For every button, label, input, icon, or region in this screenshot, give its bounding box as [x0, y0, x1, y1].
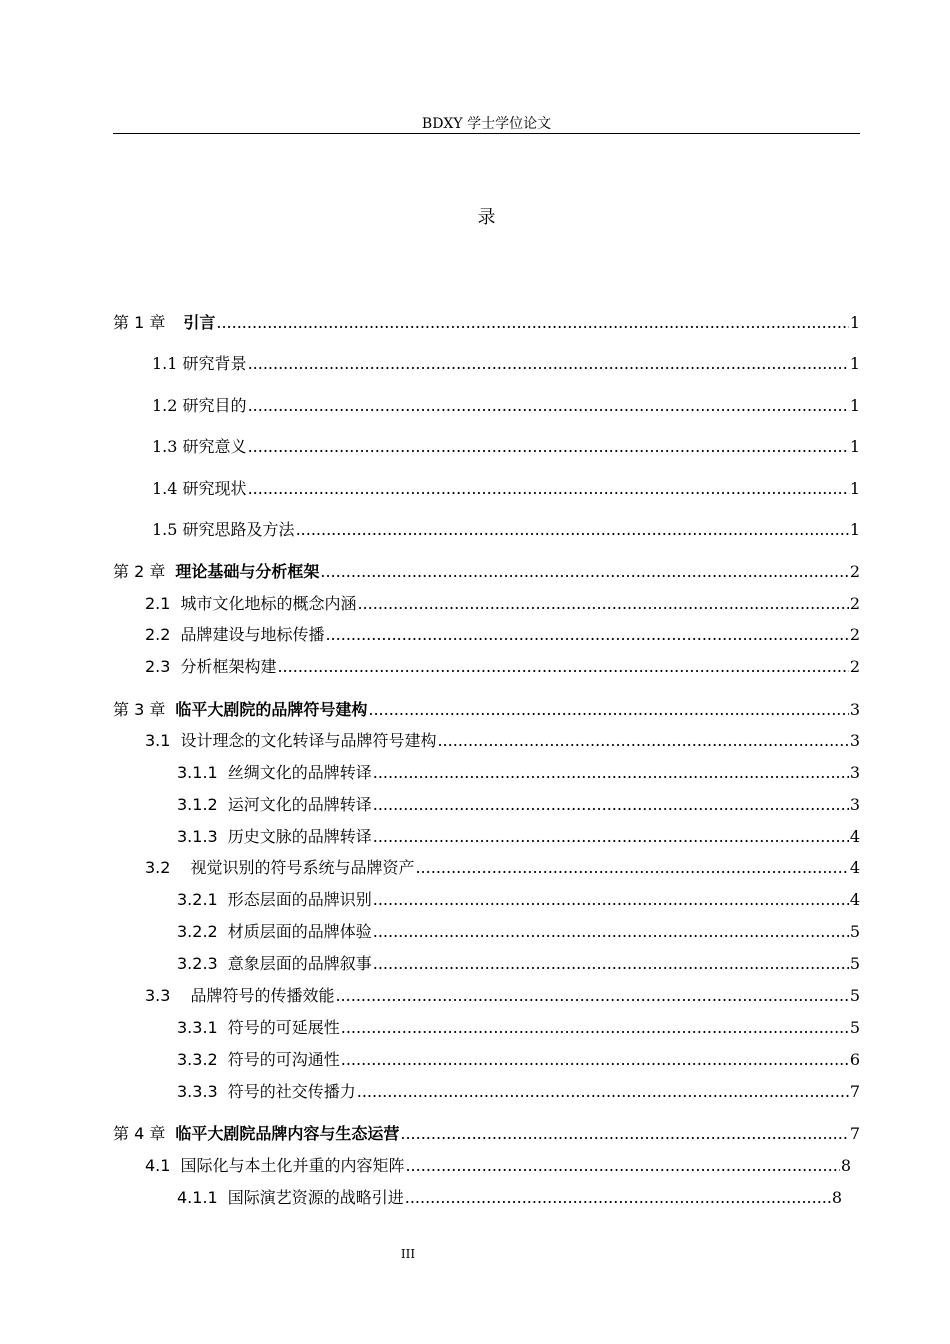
toc-entry-title: 品牌符号的传播效能	[190, 986, 335, 1005]
toc-entry-page: 2	[849, 594, 860, 613]
toc-entry-ch3[interactable]	[113, 699, 860, 721]
toc-entry-1-4[interactable]	[152, 478, 860, 500]
toc-entry-page: 3	[849, 763, 860, 782]
toc-entry-number: 3.3.3	[177, 1082, 218, 1101]
toc-entry-number: 3.3.1	[177, 1018, 218, 1037]
toc-entry-number: 3.1.2	[177, 795, 218, 814]
toc-entry-3-1-3[interactable]	[177, 826, 860, 848]
toc-entry-page: 5	[849, 1018, 860, 1037]
toc-entry-number: 3.2.2	[177, 922, 218, 941]
toc-entry-1-5[interactable]	[152, 519, 860, 541]
toc-entry-page: 3	[849, 731, 860, 750]
toc-entry-number: 1.2	[152, 396, 178, 415]
toc-leader-dots	[373, 889, 849, 911]
toc-entry-1-2[interactable]	[152, 395, 860, 417]
toc-entry-3-3[interactable]	[145, 985, 860, 1007]
running-header: BDXY 学士学位论文	[421, 116, 552, 132]
toc-entry-number: 3.3	[145, 986, 171, 1005]
toc-entry-number: 3.2	[145, 858, 171, 877]
toc-leader-dots	[357, 1081, 849, 1103]
toc-entry-page: 5	[849, 954, 860, 973]
toc-entry-title: 符号的可沟通性	[227, 1050, 340, 1069]
toc-entry-page: 7	[849, 1082, 860, 1101]
toc-leader-dots	[248, 478, 849, 500]
toc-entry-number: 3.2.1	[177, 890, 218, 909]
toc-entry-number: 第 1 章	[113, 313, 166, 332]
toc-entry-3-3-3[interactable]	[177, 1081, 860, 1103]
toc-entry-title: 品牌建设与地标传播	[180, 625, 325, 644]
toc-entry-number: 2.3	[145, 657, 171, 676]
toc-entry-ch2[interactable]	[113, 561, 860, 583]
toc-entry-title: 形态层面的品牌识别	[227, 890, 372, 909]
toc-leader-dots	[373, 953, 849, 975]
toc-entry-number: 1.5	[152, 520, 178, 539]
toc-leader-dots	[248, 353, 849, 375]
toc-leader-dots	[405, 1187, 831, 1209]
toc-entry-title: 运河文化的品牌转译	[227, 795, 372, 814]
toc-entry-title: 材质层面的品牌体验	[227, 922, 372, 941]
toc-leader-dots	[277, 656, 848, 678]
toc-entry-title: 历史文脉的品牌转译	[227, 827, 372, 846]
toc-leader-dots	[405, 1155, 839, 1177]
toc-entry-2-3[interactable]	[145, 656, 860, 678]
toc-entry-2-2[interactable]	[145, 624, 860, 646]
toc-leader-dots	[373, 921, 849, 943]
toc-entry-3-2-3[interactable]	[177, 953, 860, 975]
toc-entry-ch1[interactable]	[113, 312, 860, 334]
toc-entry-3-1-1[interactable]	[177, 762, 860, 784]
toc-entry-number: 1.4	[152, 479, 178, 498]
toc-leader-dots	[373, 762, 849, 784]
toc-entry-title: 引言	[183, 313, 216, 332]
toc-entry-page: 1	[849, 313, 860, 332]
toc-leader-dots	[415, 857, 848, 879]
toc-entry-title: 设计理念的文化转译与品牌符号建构	[180, 731, 437, 750]
toc-entry-number: 第 3 章	[113, 700, 166, 719]
toc-entry-title: 研究目的	[182, 396, 247, 415]
toc-entry-page: 7	[849, 1124, 860, 1143]
toc-entry-number: 3.1.3	[177, 827, 218, 846]
toc-entry-page: 2	[849, 625, 860, 644]
toc-leader-dots	[373, 826, 849, 848]
toc-entry-3-2[interactable]	[145, 857, 860, 879]
toc-leader-dots	[400, 1123, 848, 1145]
toc-entry-title: 视觉识别的符号系统与品牌资产	[190, 858, 415, 877]
page-number: III	[400, 1247, 416, 1261]
toc-entry-title: 符号的可延展性	[227, 1018, 340, 1037]
toc-entry-page: 8	[840, 1156, 851, 1175]
toc-entry-3-2-2[interactable]	[177, 921, 860, 943]
toc-entry-title: 研究思路及方法	[182, 520, 295, 539]
toc-leader-dots	[248, 395, 849, 417]
toc-entry-title: 研究意义	[182, 437, 247, 456]
toc-entry-title: 研究现状	[182, 479, 247, 498]
toc-entry-page: 1	[849, 520, 860, 539]
toc-leader-dots	[296, 519, 849, 541]
toc-entry-page: 1	[849, 437, 860, 456]
toc-entry-3-1-2[interactable]	[177, 794, 860, 816]
toc-entry-3-1[interactable]	[145, 730, 860, 752]
toc-leader-dots	[341, 1017, 849, 1039]
toc-entry-number: 3.1.1	[177, 763, 218, 782]
toc-entry-3-3-2[interactable]	[177, 1049, 860, 1071]
toc-leader-dots	[368, 699, 848, 721]
toc-entry-page: 1	[849, 479, 860, 498]
toc-leader-dots	[437, 730, 848, 752]
toc-leader-dots	[248, 436, 849, 458]
toc-entry-number: 3.2.3	[177, 954, 218, 973]
toc-entry-2-1[interactable]	[145, 593, 860, 615]
toc-entry-page: 3	[849, 700, 860, 719]
toc-leader-dots	[373, 794, 849, 816]
toc-entry-number: 4.1	[145, 1156, 171, 1175]
toc-entry-title: 国际演艺资源的战略引进	[227, 1188, 404, 1207]
toc-entry-number: 3.1	[145, 731, 171, 750]
toc-leader-dots	[341, 1049, 849, 1071]
toc-entry-title: 国际化与本土化并重的内容矩阵	[180, 1156, 405, 1175]
toc-entry-1-3[interactable]	[152, 436, 860, 458]
toc-entry-number: 2.2	[145, 625, 171, 644]
toc-entry-3-2-1[interactable]	[177, 889, 860, 911]
toc-entry-page: 4	[849, 858, 860, 877]
toc-entry-title: 意象层面的品牌叙事	[227, 954, 372, 973]
toc-entry-title: 丝绸文化的品牌转译	[227, 763, 372, 782]
toc-title: 录	[477, 207, 496, 228]
toc-leader-dots	[335, 985, 848, 1007]
toc-entry-number: 第 4 章	[113, 1124, 166, 1143]
toc-entry-title: 研究背景	[182, 354, 247, 373]
toc-entry-4-1-1[interactable]	[177, 1187, 842, 1209]
toc-entry-page: 3	[849, 795, 860, 814]
toc-entry-page: 6	[849, 1050, 860, 1069]
toc-entry-title: 临平大剧院品牌内容与生态运营	[175, 1124, 400, 1143]
toc-entry-number: 3.3.2	[177, 1050, 218, 1069]
toc-entry-page: 1	[849, 396, 860, 415]
toc-entry-title: 城市文化地标的概念内涵	[180, 594, 357, 613]
toc-entry-page: 2	[849, 657, 860, 676]
toc-leader-dots	[325, 624, 848, 646]
toc-entry-number: 1.1	[152, 354, 178, 373]
toc-entry-title: 临平大剧院的品牌符号建构	[175, 700, 368, 719]
toc-entry-ch4[interactable]	[113, 1123, 860, 1145]
toc-leader-dots	[320, 561, 848, 583]
toc-entry-number: 第 2 章	[113, 562, 166, 581]
toc-entry-4-1[interactable]	[145, 1155, 851, 1177]
toc-entry-page: 8	[831, 1188, 842, 1207]
toc-entry-title: 符号的社交传播力	[227, 1082, 356, 1101]
toc-entry-page: 4	[849, 890, 860, 909]
toc-entry-title: 理论基础与分析框架	[175, 562, 320, 581]
toc-entry-title: 分析框架构建	[180, 657, 277, 676]
toc-entry-1-1[interactable]	[152, 353, 860, 375]
toc-leader-dots	[216, 312, 848, 334]
toc-entry-number: 4.1.1	[177, 1188, 218, 1207]
toc-entry-page: 1	[849, 354, 860, 373]
toc-entry-number: 1.3	[152, 437, 178, 456]
toc-entry-3-3-1[interactable]	[177, 1017, 860, 1039]
toc-entry-page: 4	[849, 827, 860, 846]
toc-leader-dots	[357, 593, 848, 615]
toc-entry-page: 5	[849, 986, 860, 1005]
toc-entry-page: 2	[849, 562, 860, 581]
toc-entry-page: 5	[849, 922, 860, 941]
toc-entry-number: 2.1	[145, 594, 171, 613]
